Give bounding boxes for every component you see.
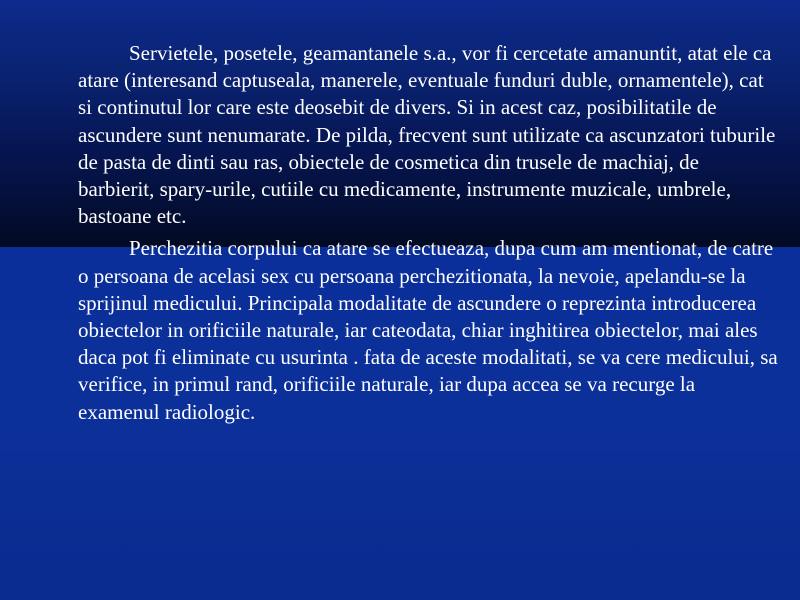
paragraph-luggage-search: Servietele, posetele, geamantanele s.a., vor fi cercetate amanuntit, atat ele ca atare (interesand captuseala, manerele, eventuale funduri duble, ornamentele), cat si continutul lor care este deosebit de divers. Si in acest caz, posibilitatile de ascundere sunt nenumarate. De pilda, frecvent sunt utilizate ca ascunzatori tuburile de pasta de dinti sau ras, obiectele de cosmetica din trusele de machiaj, de barbierit, spary-urile, cutiile cu medicamente, instrumente muzicale, umbrele, bastoane etc. — [78, 41, 776, 229]
slide-body — [78, 40, 780, 426]
paragraph-body-search: Perchezitia corpului ca atare se efectueaza, dupa cum am mentionat, de catre o persoana de acelasi sex cu persoana perchezitionata, la nevoie, apelandu-se la sprijinul medicului. Principala modalitate de ascundere o reprezinta introducerea obiectelor in orificiile naturale, iar cateodata, chiar inghitirea obiectelor, mai ales daca pot fi eliminate cu usurinta . fata de aceste modalitati, se va cere medicului, sa verifice, in primul rand, orificiile naturale, iar dupa accea se va recurge la examenul radiologic. — [78, 236, 778, 424]
